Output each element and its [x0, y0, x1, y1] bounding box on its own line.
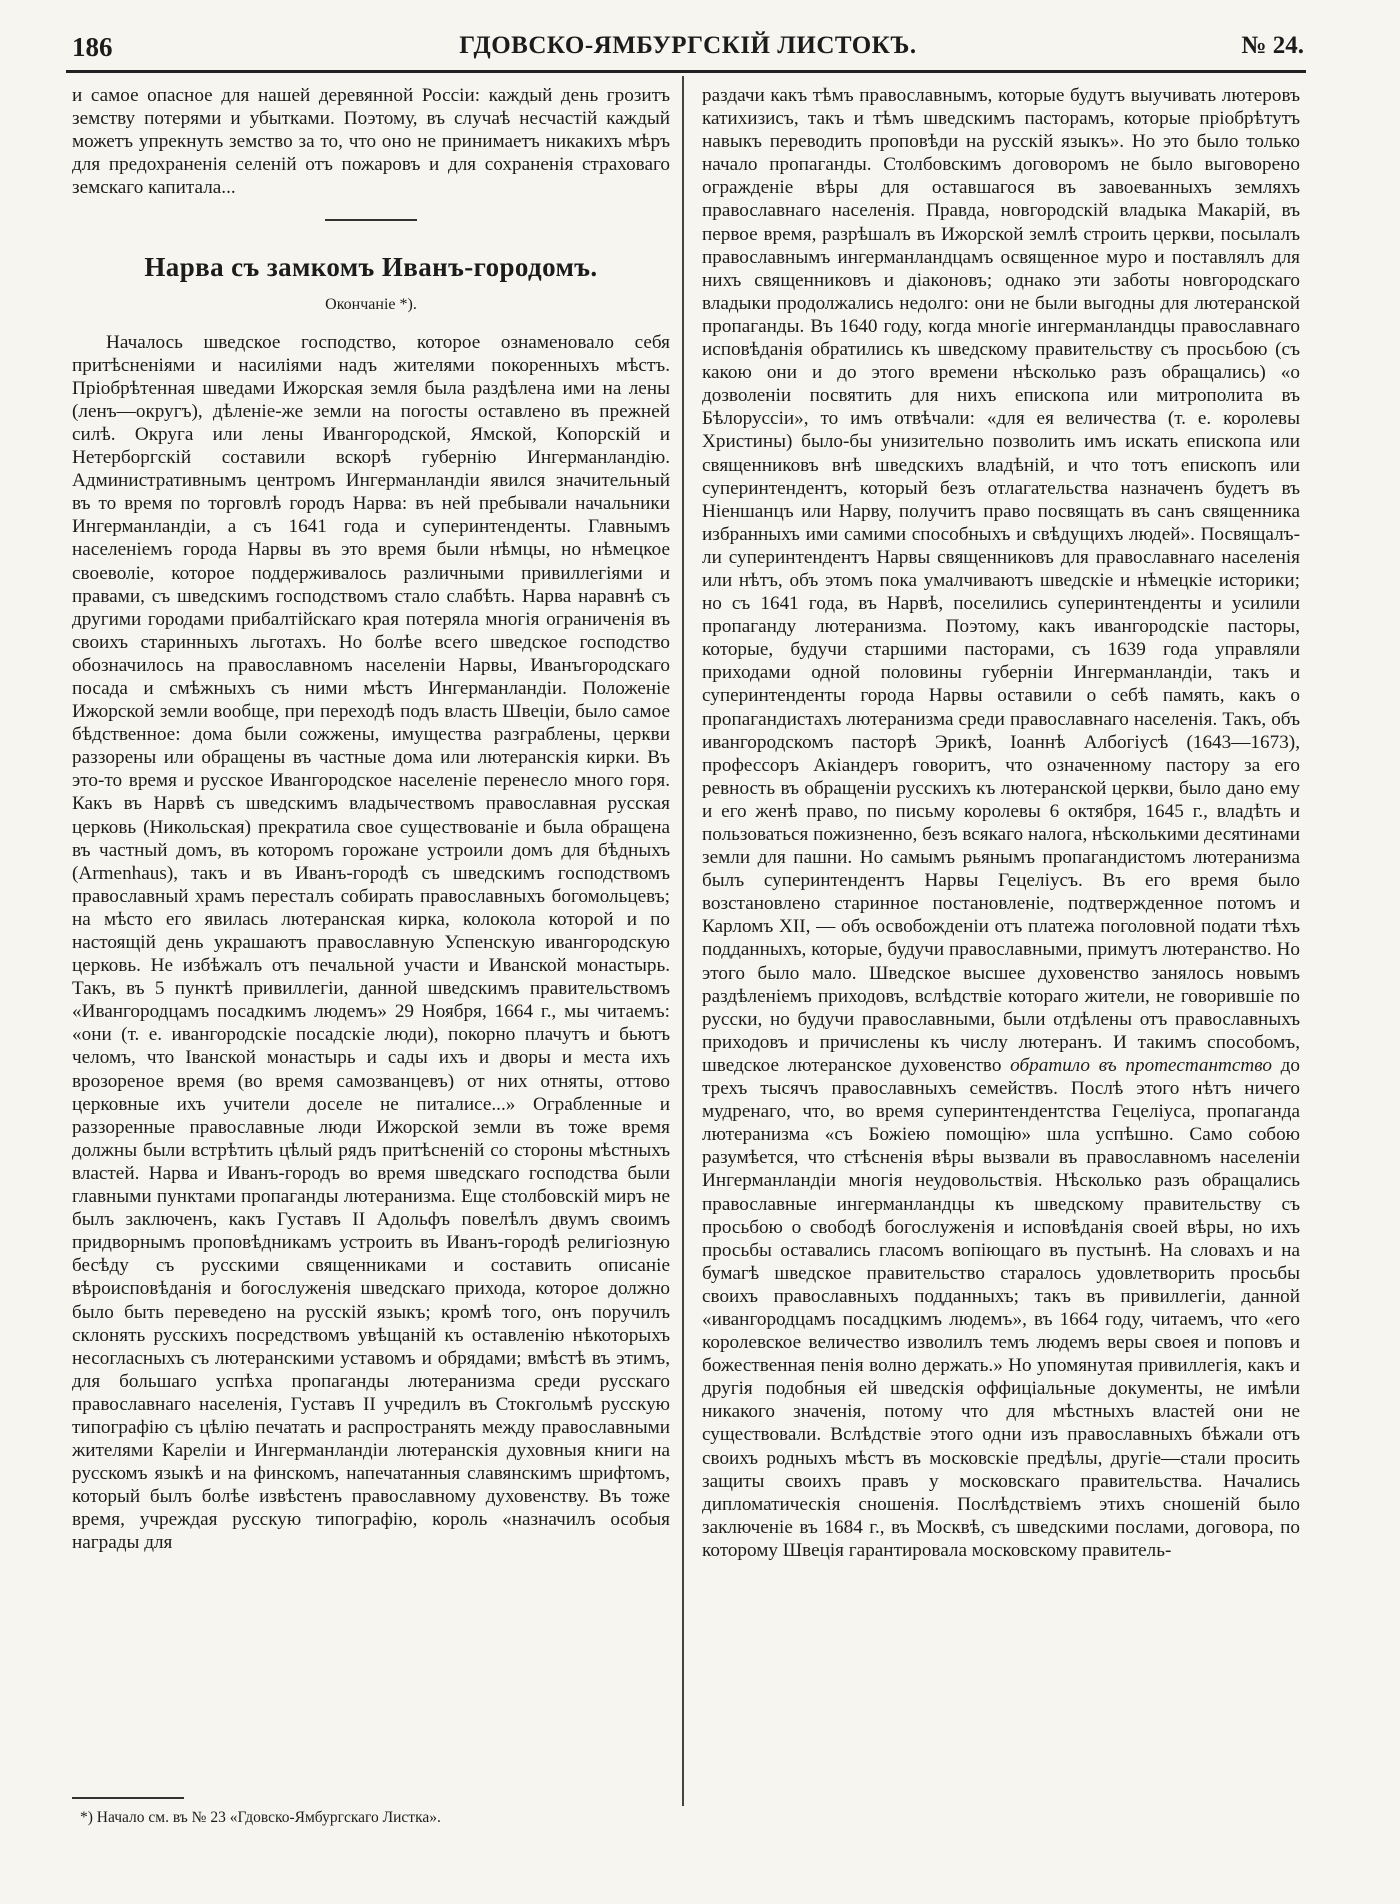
issue-number: № 24. — [1241, 32, 1304, 59]
column-rule — [682, 76, 684, 1806]
right-column — [702, 84, 1300, 1900]
header-rule — [66, 70, 1306, 73]
article-subtitle: Окончаніе *). — [325, 296, 417, 314]
page-number: 186 — [72, 32, 113, 62]
footnote-rule — [72, 1797, 184, 1799]
article-paragraph-continued — [702, 84, 1300, 1562]
article-title: Нарва съ замкомъ Иванъ-городомъ. — [144, 252, 598, 283]
newspaper-title: ГДОВСКО-ЯМБУРГСКІЙ ЛИСТОКЪ. — [459, 32, 917, 59]
intro-paragraph: и самое опасное для нашей деревянной Россіи: каждый день грозитъ земству потерями и убытками. Поэтому, въ случаѣ несчастій каждый можетъ упрекнуть земство за то, что оно не принимаетъ никакихъ мѣръ для предохраненія селеній отъ пожаровъ и для сохраненія страховаго земскаго капитала... — [72, 85, 670, 199]
footnote: *) Начало см. въ № 23 «Гдовско-Ямбургскаго Листка». — [80, 1809, 441, 1826]
article-paragraph: Началось шведское господство, которое ознаменовало себя притѣсненіями и насиліями надъ жителями покоренныхъ мѣстъ. Пріобрѣтенная шведами Ижорская земля была раздѣлена ими на лены (ленъ—округъ), дѣленіе-же земли на погосты оставлено въ прежней силѣ. Округа или лены Ивангородской, Ямской, Копорскій и Нетерборгскій составили вскорѣ губернію Ингерманландію. Административнымъ центромъ Ингерманландіи явился значительный въ то время по торговлѣ городъ Нарва: въ ней пребывали начальники Ингерманландіи, а съ 1641 года и суперинтенденты. Главнымъ населеніемъ города Нарвы въ это время были нѣмцы, но нѣмецкое своеволіе, которое поддерживалось различными привиллегіями и правами, съ шведскимъ господствомъ стало слабѣть. Нарва наравнѣ съ другими городами прибалтійскаго края потеряла многія ограниченія въ своихъ старинныхъ льготахъ. Но болѣе всего шведское господство обозначилось на православномъ населеніи Нарвы, Иванъгородскаго посада и смѣжныхъ съ ними мѣстъ Ингерманландіи. Положеніе Ижорской земли вообще, при переходѣ подъ власть Швеціи, было самое бѣдственное: дома были сожжены, имущества разграблены, церкви раззорены или обращены въ частные дома или лютеранскія кирки. Въ это-то время и русское Ивангородское населеніе перенесло много горя. Какъ въ Нарвѣ съ шведскимъ владычествомъ православная русская церковь (Никольская) прекратила свое существованіе и была обращена въ частный домъ, въ которомъ горожане устроили домъ для бѣдныхъ (Armenhaus), такъ и въ Иванъ-городѣ съ шведскимъ господствомъ православный храмъ пересталъ собирать православныхъ богомольцевъ; на мѣсто его явилась лютеранская кирка, колокола которой и по настоящій день украшаютъ православную Успенскую ивангородскую церковь. Не избѣжалъ отъ печальной участи и Иванской монастырь. Такъ, въ 5 пунктѣ привиллегіи, данной шведскимъ правительствомъ «Ивангородцамъ посадкимъ людемъ» 29 Ноября, 1664 г., мы читаемъ: «они (т. е. ивангородскіе посадскіе люди), покорно плачутъ и бьютъ челомъ, что Іванской монастырь и сады ихъ и дворы и места ихъ врозореное время (во время самозванцевъ) от них отняты, оттово церковные ихъ учители доселе не питалисе...» Ограбленные и раззоренные православные люди Ижорской земли въ тоже время должны были встрѣтить цѣлый рядъ притѣсненій со стороны мѣстныхъ властей. Нарва и Иванъ-городъ во время шведскаго господства были главными пунктами пропаганды лютеранизма. Еще столбовскій миръ не былъ заключенъ, какъ Густавъ II Адольфъ повелѣлъ двумъ своимъ придворнымъ проповѣдникамъ устроить въ Иванъ-городѣ религіозную бесѣду съ русскими священниками и составить описаніе вѣроисповѣданія и богослуженія шведскаго прихода, которое должно было быть переведено на русскій языкъ; кромѣ того, онъ поручилъ склонять русскихъ посредствомъ увѣщаній къ оставленію нѣкоторыхъ несогласныхъ съ лютеранскими уставомъ и обрядами; вмѣстѣ въ этимъ, для большаго успѣха пропаганды лютеранизма среди русскаго православнаго населенія, Густавъ II учредилъ въ Стокгольмѣ русскую типографію съ цѣлію печатать и распространять между православными жителями Кареліи и Ингерманландіи лютеранскія духовныя книги на русскомъ языкѣ и на финскомъ, напечатанныя славянскимъ шрифтомъ, который былъ болѣе извѣстенъ православному духовенству. Въ тоже время, учреждая русскую типографію, король «назначилъ особыя награды для — [72, 331, 670, 1554]
text-run: раздачи какъ тѣмъ православнымъ, которые будутъ выучивать лютеровъ катихизисъ, такъ и тѣмъ шведскимъ пасторамъ, которые пріобрѣтутъ навыкъ переводить проповѣди на русскій языкъ». Но это было только начало пропаганды. Столбовскимъ договоромъ не было выговорено огражденіе вѣры для оставшагося въ завоеванныхъ земляхъ православнаго населенія. Правда, новгородскій владыка Макарій, въ первое время, разрѣшалъ въ Ижорской землѣ строить церкви, посылалъ православнымъ ингерманландцамъ освященное муро и поставлялъ для нихъ священниковъ и діаконовъ; однако эти заботы новгородскаго владыки продолжались недолго: они не были выгодны для лютеранской пропаганды. Въ 1640 году, когда многіе ингерманландцы православнаго исповѣданія обратились къ шведскому правительству съ просьбою (съ какою они и до этого времени нѣсколько разъ обращались) «о дозволеніи посвятить для нихъ епископа или митрополита въ Бѣлоруссіи», то имъ отвѣчали: «для ея величества (т. е. королевы Христины) было-бы унизительно позволить имъ искать епископа или священниковъ внѣ шведскихъ владѣній, и что тотъ епископъ или суперинтендентъ, который безъ отлагательства назначенъ будетъ въ Ніеншанцъ или Нарву, получитъ право посвящать въ санъ священника избранныхъ ими самими способныхъ и свѣдущихъ людей». Посвящалъ-ли суперинтендентъ Нарвы священниковъ для православнаго населенія или нѣтъ, объ этомъ пока умалчиваютъ шведскіе и нѣмецкіе историки; но съ 1641 года, въ Нарвѣ, поселились суперинтенденты и усилили пропаганду лютеранизма. Поэтому, какъ ивангородскіе пасторы, которые, будучи старшими пасторами, съ 1639 года управляли приходами одной половины губерніи Ингерманландіи, такъ и суперинтенденты города Нарвы оставили о себѣ память, какъ о пропагандистахъ лютеранизма среди православнаго населенія. Такъ, объ ивангородскомъ пасторѣ Эрикѣ, Іоаннѣ Албогіусѣ (1643—1673), профессоръ Акіандеръ говоритъ, что означенному пастору за его ревность въ обращеніи русскихъ къ лютеранской церкви, было дано ему и его женѣ право, по письму королевы 6 октября, 1645 г., владѣть и пользоваться пожизненно, безъ всякаго налога, нѣсколькими десятинами земли для пашни. Но самымъ рьянымъ пропагандистомъ лютеранизма былъ суперинтендентъ Нарвы Гецеліусъ. Въ его время было возстановлено старинное постановленіе, подтвержденное потомъ и Карломъ XII, — объ освобожденіи отъ платежа поголовной подати тѣхъ подданныхъ, которые, будучи православными, примутъ лютеранство. Но этого было мало. Шведское высшее духовенство занялось новымъ раздѣленіемъ приходовъ, вслѣдствіе котораго жители, не говорившіе по русски, но будучи православными, были отдѣлены отъ православныхъ приходовъ и причислены къ числу лютеранъ. И такимъ способомъ, шведское лютеранское духовенство — [702, 85, 1300, 1076]
page-header — [72, 28, 1304, 68]
left-column — [72, 84, 670, 1754]
section-separator — [325, 219, 417, 221]
italic-phrase: обратило въ протестантство — [1010, 1054, 1272, 1076]
text-run: до трехъ тысячъ православныхъ семействъ. Послѣ этого нѣтъ ничего мудренаго, что, во время суперинтендентства Гецеліуса, пропаганда лютеранизма «съ Божіею помощію» шла успѣшно. Само собою разумѣется, что стѣсненія вѣры вызвали въ православномъ населеніи Ингерманландіи многія неудовольствія. Нѣсколько разъ обращались православные ингерманландцы къ шведскому правительству съ просьбою о свободѣ богослуженія и исповѣданія своей вѣры, но ихъ просьбы оставались гласомъ вопіющаго въ пустынѣ. На словахъ и на бумагѣ шведское правительство старалось удовлетворить просьбы своихъ православныхъ подданныхъ; такъ въ привиллегіи, данной «ивангородцамъ посадцкимъ людемъ», въ 1664 году, читаемъ, что «его королевское величество изволилъ темъ людемъ веры своея и поповъ и божественная пенія волно держать.» Но упомянутая привиллегія, какъ и другія подобныя ей шведскія оффиціальные документы, не имѣли никакого значенія, потому что для мѣстныхъ властей они не существовали. Вслѣдствіе этого одни изъ православныхъ бѣжали отъ своихъ родныхъ мѣстъ въ московскіе предѣлы, другіе—стали просить защиты своихъ правъ у московскаго правительства. Начались дипломатическія сношенія. Послѣдствіемъ этихъ сношеній было заключеніе въ 1684 г., въ Москвѣ, съ шведскими послами, договора, по которому Швеція гарантировала московскому правитель- — [702, 1054, 1300, 1561]
